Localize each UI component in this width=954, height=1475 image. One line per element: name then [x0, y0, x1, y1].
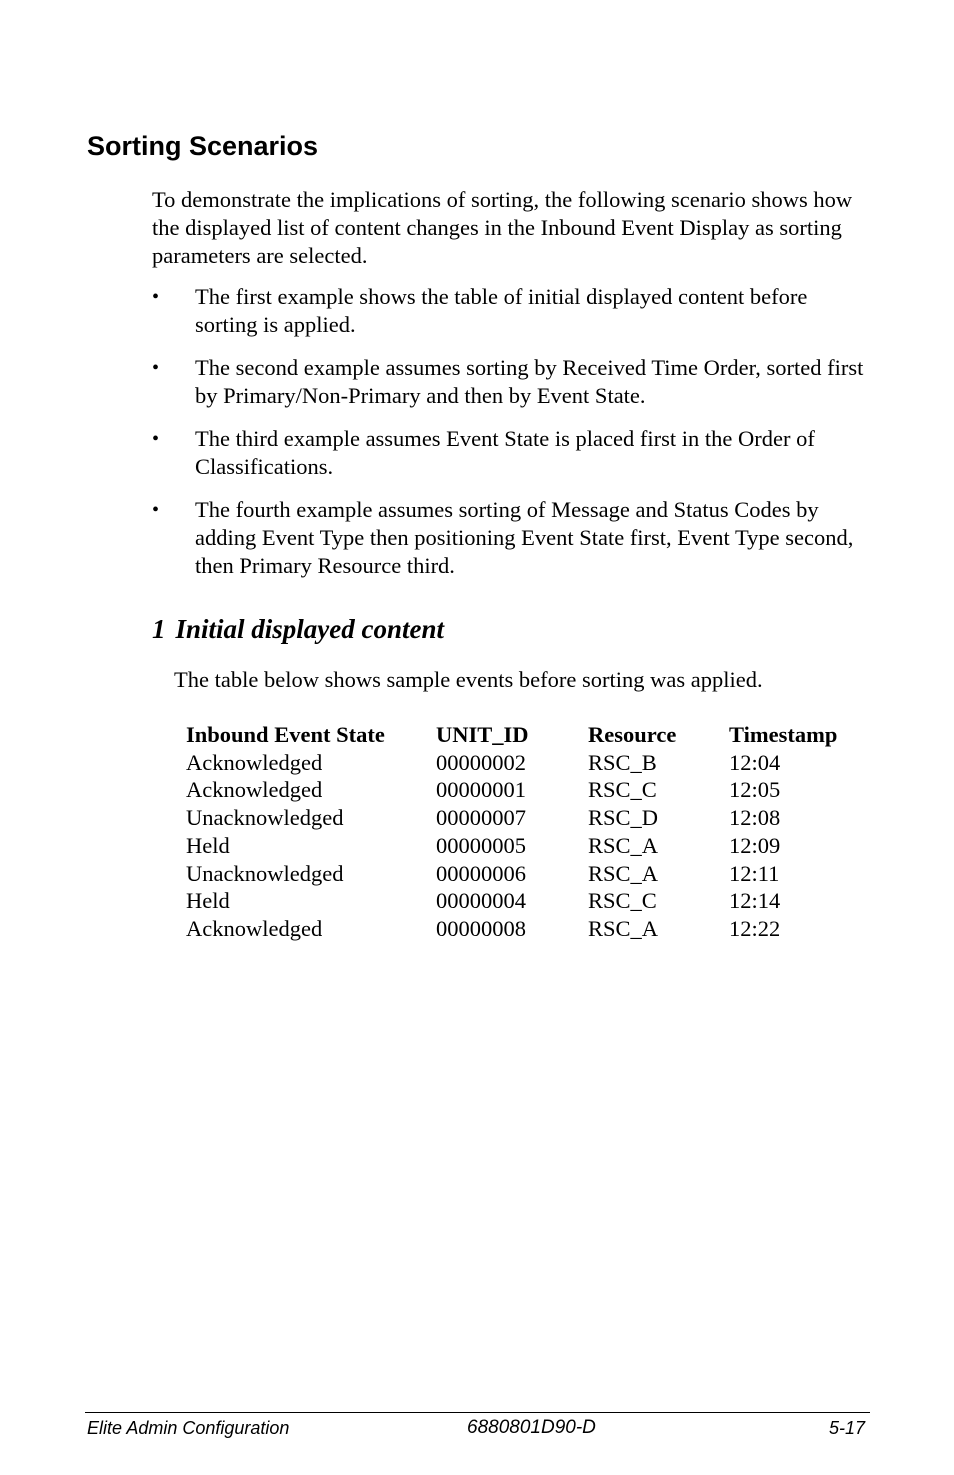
table-row — [186, 860, 859, 888]
list-item — [152, 496, 872, 580]
cell-state: Unacknowledged — [186, 805, 344, 831]
subsection-title: Initial displayed content — [175, 614, 445, 644]
cell-state: Acknowledged — [186, 915, 323, 941]
cell-unit-id: 00000006 — [436, 860, 526, 886]
bullet-icon: • — [152, 357, 160, 379]
cell-unit-id: 00000004 — [436, 888, 526, 914]
cell-state: Acknowledged — [186, 749, 323, 775]
footer-doc-title: Elite Admin Configuration — [87, 1418, 290, 1438]
cell-state: Unacknowledged — [186, 860, 344, 886]
column-header-timestamp: Timestamp — [729, 722, 838, 747]
section-title: Sorting Scenarios — [87, 131, 319, 161]
cell-timestamp: 12:09 — [729, 832, 781, 858]
cell-timestamp: 12:05 — [729, 777, 781, 803]
table-intro: The table below shows sample events before sorting was applied. — [174, 667, 763, 692]
table-row — [186, 804, 859, 832]
cell-state: Held — [186, 832, 230, 858]
subsection-heading — [152, 611, 444, 647]
column-header-unit-id: UNIT_ID — [436, 722, 529, 747]
footer-doc-number: 6880801D90-D — [467, 1417, 596, 1438]
cell-state: Acknowledged — [186, 777, 323, 803]
subsection-number: 1 — [152, 614, 166, 644]
cell-resource: RSC_A — [588, 832, 659, 858]
cell-unit-id: 00000007 — [436, 805, 526, 831]
list-item-text: The first example shows the table of initial displayed content before sorting is applied. — [195, 284, 808, 337]
table-row — [186, 915, 859, 943]
list-item-text: The fourth example assumes sorting of Message and Status Codes by adding Event Type then positioning Event State first, Event Type second, then Primary Resource third. — [195, 497, 854, 578]
footer-page-number: 5-17 — [829, 1418, 866, 1438]
column-header-state: Inbound Event State — [186, 722, 385, 747]
list-item — [152, 354, 872, 410]
intro-paragraph: To demonstrate the implications of sorting, the following scenario shows how the displayed list of content changes in the Inbound Event Display as sorting parameters are selected. — [152, 187, 853, 268]
table-header-row — [186, 721, 859, 749]
cell-unit-id: 00000001 — [436, 777, 526, 803]
footer-divider — [85, 1412, 870, 1413]
cell-resource: RSC_D — [588, 805, 659, 831]
bullet-icon: • — [152, 499, 160, 521]
table-row — [186, 887, 859, 915]
list-item-text: The second example assumes sorting by Received Time Order, sorted first by Primary/Non-Primary and then by Event State. — [195, 355, 864, 408]
cell-timestamp: 12:22 — [729, 915, 781, 941]
cell-timestamp: 12:11 — [729, 860, 780, 886]
table-row — [186, 776, 859, 804]
cell-resource: RSC_A — [588, 860, 659, 886]
list-item — [152, 283, 872, 339]
table-row — [186, 749, 859, 777]
bullet-icon: • — [152, 428, 160, 450]
list-item-text: The third example assumes Event State is placed first in the Order of Classifications. — [195, 426, 815, 479]
scenario-list — [152, 283, 872, 595]
bullet-icon: • — [152, 286, 160, 308]
cell-unit-id: 00000005 — [436, 832, 526, 858]
cell-timestamp: 12:08 — [729, 805, 781, 831]
list-item — [152, 425, 872, 481]
cell-timestamp: 12:04 — [729, 749, 781, 775]
cell-timestamp: 12:14 — [729, 888, 781, 914]
cell-unit-id: 00000008 — [436, 915, 526, 941]
events-table — [186, 721, 859, 943]
cell-resource: RSC_C — [588, 777, 657, 803]
table-row — [186, 832, 859, 860]
cell-resource: RSC_C — [588, 888, 657, 914]
cell-resource: RSC_A — [588, 915, 659, 941]
cell-unit-id: 00000002 — [436, 749, 526, 775]
cell-state: Held — [186, 888, 230, 914]
cell-resource: RSC_B — [588, 749, 657, 775]
column-header-resource: Resource — [588, 722, 677, 747]
